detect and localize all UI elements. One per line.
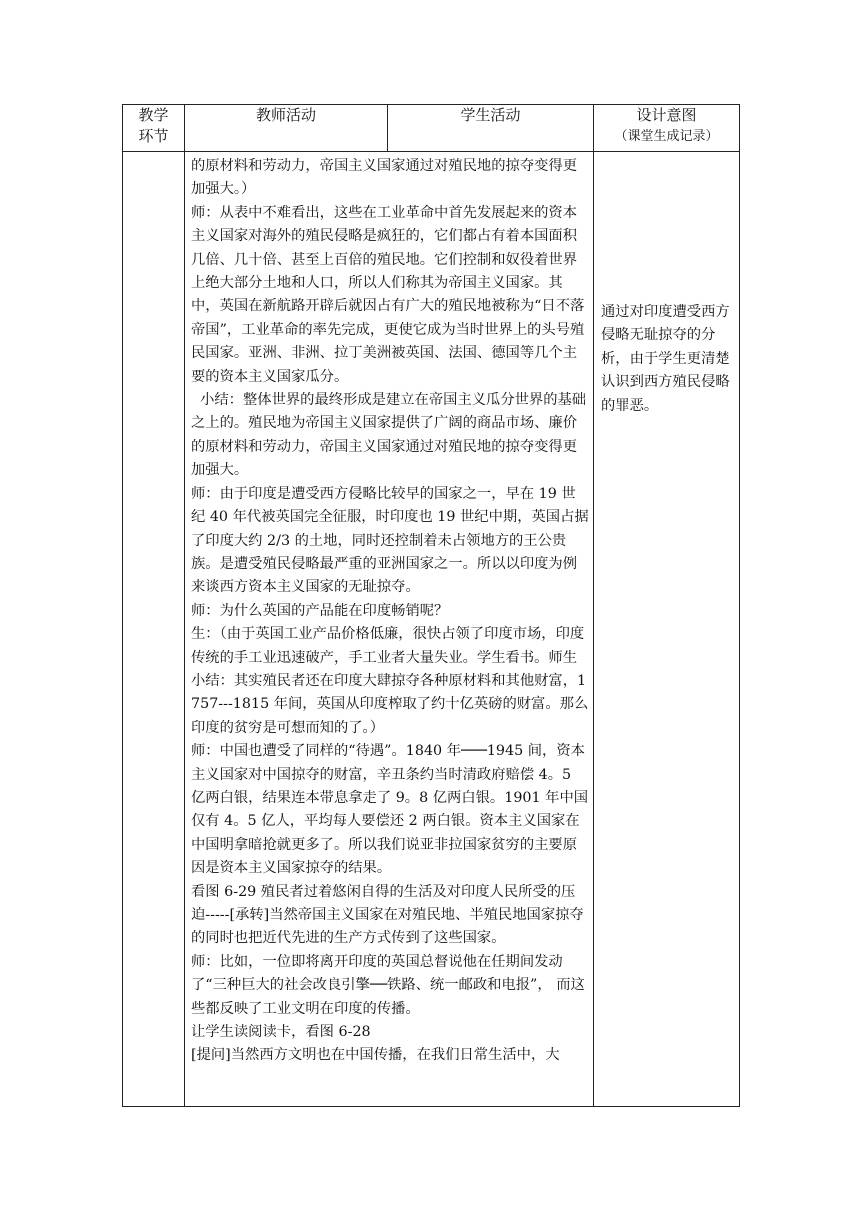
teacher-paragraph: 师：比如，一位即将离开印度的英国总督说他在任期间发动了“三种巨大的社会改良引擎──铁路、统一邮政和电报”， 而这些都反映了工业文明在印度的传播。: [191, 953, 585, 1017]
teacher-activity-cell: [185, 152, 594, 1107]
design-intent-cell: [594, 152, 740, 1107]
header-design-intent: [594, 105, 740, 152]
stage-cell: [123, 152, 185, 1107]
teacher-paragraph: 师：由于印度是遭受西方侵略比较早的国家之一，早在 19 世纪 40 年代被英国完全征服，时印度也 19 世纪中期，英国占据了印度大约 2/3 的土地，同时还控制着未占领地方的王公贵族。是遭受殖民侵略最严重的亚洲国家之一。所以以印度为例来谈西方资本主义国家的无耻掠夺。: [191, 485, 589, 596]
header-row: [123, 105, 740, 152]
header-student-activity: 学生活动: [388, 105, 594, 152]
teacher-paragraph: 师：从表中不难看出，这些在工业革命中首先发展起来的资本主义国家对海外的殖民侵略是疯狂的，它们都占有着本国面积几倍、几十倍、甚至上百倍的殖民地。它们控制和奴役着世界上绝大部分土地和人口，所以人们称其为帝国主义国家。其中，英国在新航路开辟后就因占有广大的殖民地被称为“日不落帝国”，工业革命的率先完成，更使它成为当时世界上的头号殖民国家。亚洲、非洲、拉丁美洲被英国、法国、德国等几个主要的资本主义国家瓜分。: [191, 204, 585, 385]
header-design-line1: 设计意图: [636, 106, 697, 124]
header-stage: [123, 105, 185, 152]
teacher-paragraph: 师：为什么英国的产品能在印度畅销呢？: [191, 602, 449, 619]
teacher-paragraph: 小结：整体世界的最终形成是建立在帝国主义瓜分世界的基础之上的。殖民地为帝国主义国家提供了广阔的商品市场、廉价的原材料和劳动力，帝国主义国家通过对殖民地的掠夺变得更加强大。: [191, 392, 587, 479]
teacher-paragraph: 的原材料和劳动力，帝国主义国家通过对殖民地的掠夺变得更加强大。）: [191, 158, 578, 198]
design-intent-text: 通过对印度遭受西方侵略无耻掠夺的分析，由于学生更清楚认识到西方殖民侵略的罪恶。: [601, 304, 730, 414]
content-row: [123, 152, 740, 1107]
header-teacher-activity: 教师活动: [185, 105, 388, 152]
teacher-paragraph: 生：（由于英国工业产品价格低廉，很快占领了印度市场，印度传统的手工业迅速破产，手工业者大量失业。学生看书。师生小结：其实殖民者还在印度大肆掠夺各种原材料和其他财富，1757---1815 年间，英国从印度榨取了约十亿英磅的财富。那么印度的贫穷是可想而知的了。）: [191, 626, 589, 736]
lesson-plan-table: [122, 104, 740, 1107]
teacher-paragraph: 师：中国也遭受了同样的“待遇”。1840 年───1945 间，资本主义国家对中国掠夺的财富，辛丑条约当时清政府赔偿 4。5 亿两白银，结果连本带息拿走了 9。8 亿两白银。1901 年中国仅有 4。5 亿人，平均每人要偿还 2 两白银。资本主义国家在中国明拿暗抢就更多了。所以我们说亚非拉国家贫穷的主要原因是资本主义国家掠夺的结果。: [191, 743, 589, 877]
header-stage-line2: 环节: [138, 127, 169, 145]
header-design-line2: （课堂生成记录）: [614, 129, 719, 144]
header-stage-line1: 教学: [138, 106, 169, 124]
teacher-paragraph: 看图 6-29 殖民者过着悠闲自得的生活及对印度人民所受的压迫-----[承转]当然帝国主义国家在对殖民地、半殖民地国家掠夺的同时也把近代先进的生产方式传到了这些国家。: [191, 883, 584, 947]
teacher-paragraph: 让学生读阅读卡，看图 6-28: [191, 1024, 371, 1041]
teacher-paragraph: [提问]当然西方文明也在中国传播，在我们日常生活中，大: [191, 1047, 560, 1064]
